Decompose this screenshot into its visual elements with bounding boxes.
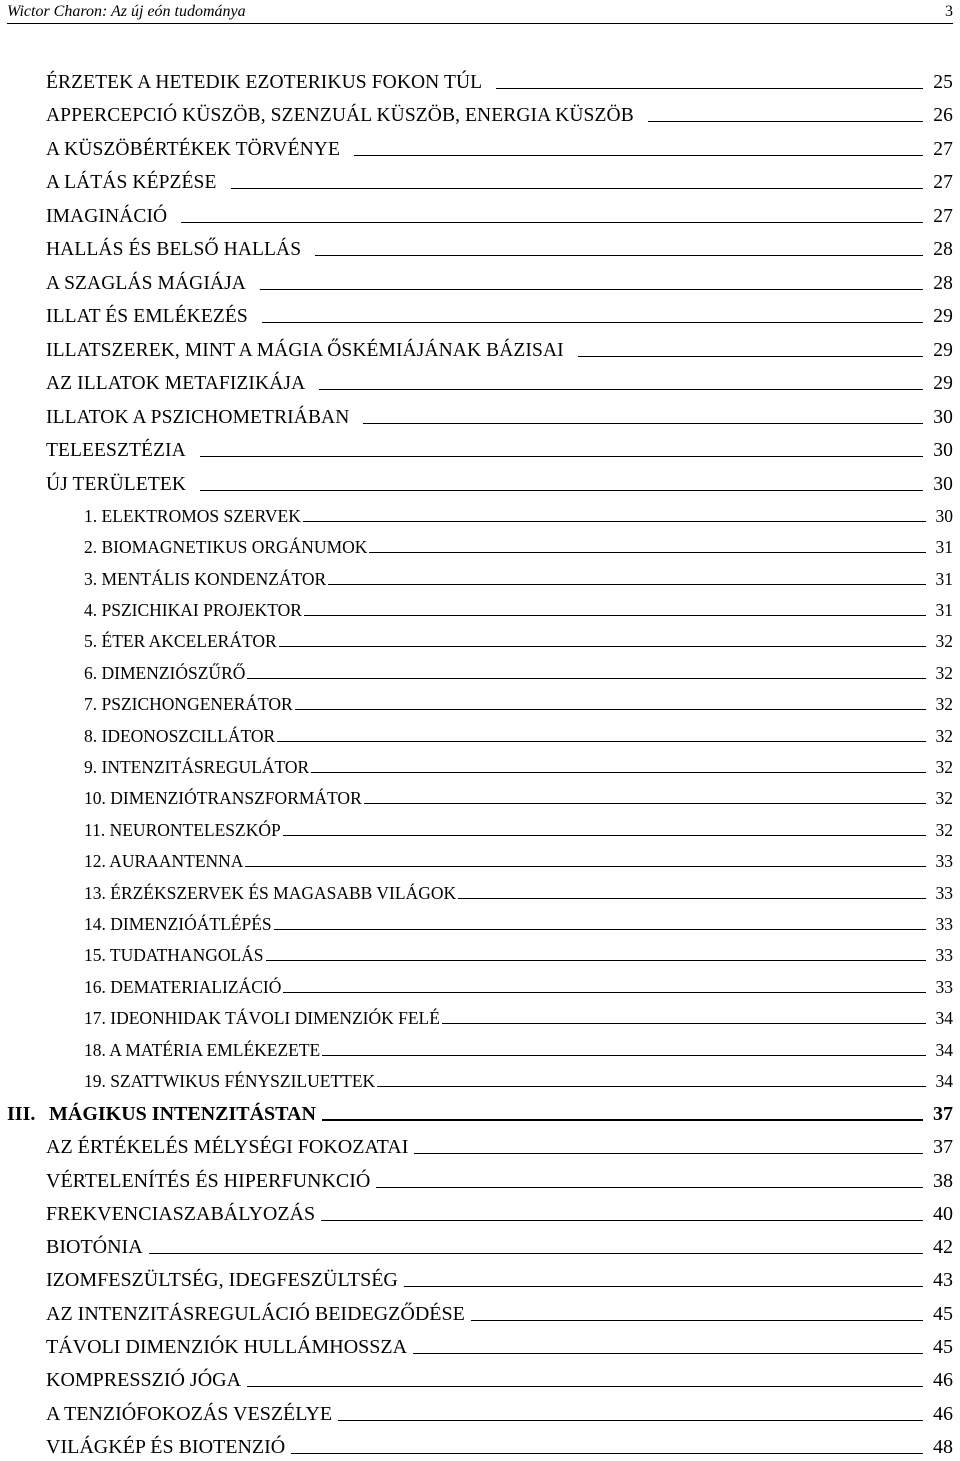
toc-entry-page: 29: [933, 373, 953, 394]
toc-entry-page: 37: [933, 1102, 953, 1125]
toc-entry-title: 11. NEURONTELESZKÓP: [84, 819, 281, 840]
toc-entry[interactable]: [0, 395, 960, 429]
toc-entry[interactable]: [0, 1392, 960, 1425]
toc-entry-page: 27: [933, 172, 953, 193]
leader-line: [315, 255, 923, 256]
toc-entry[interactable]: [0, 1426, 960, 1459]
toc-entry-title: APPERCEPCIÓ KÜSZÖB, SZENZUÁL KÜSZÖB, ENERGIA KÜSZÖB: [46, 105, 634, 126]
toc-subentry[interactable]: [0, 747, 960, 778]
toc-entry-title: 16. DEMATERIALIZÁCIÓ: [84, 976, 282, 997]
toc-entry[interactable]: [0, 328, 960, 362]
toc-entry-page: 27: [933, 205, 953, 227]
leader-line: [364, 803, 926, 804]
leader-line: [260, 289, 923, 290]
toc-entry-title: 19. SZATTWIKUS FÉNYSZILUETTEK: [84, 1070, 376, 1091]
leader-line: [414, 1153, 923, 1154]
toc-entry-title: IZOMFESZÜLTSÉG, IDEGFESZÜLTSÉG: [46, 1269, 398, 1292]
leader-line: [319, 389, 923, 390]
leader-line: [295, 709, 926, 710]
toc-entry-page: 33: [935, 945, 953, 966]
leader-line: [283, 992, 925, 993]
toc-entry-page: 46: [933, 1369, 953, 1392]
book-title: Wictor Charon: Az új eón tudománya: [7, 3, 246, 20]
toc-entry-title: 3. MENTÁLIS KONDENZÁTOR: [84, 568, 327, 589]
toc-entry-page: 27: [933, 138, 953, 160]
toc-subentry[interactable]: [0, 527, 960, 558]
toc-entry[interactable]: [0, 1292, 960, 1325]
leader-line: [291, 1453, 923, 1454]
toc-entry-title: 15. TUDATHANGOLÁS: [84, 945, 264, 966]
toc-entry-title: ILLATSZEREK, MINT A MÁGIA ŐSKÉMIÁJÁNAK BÁZISAI: [46, 339, 564, 361]
toc-entry-page: 32: [935, 819, 953, 840]
toc-entry-title: TELEESZTÉZIA: [46, 440, 186, 461]
chapter-title: MÁGIKUS INTENZITÁSTAN: [49, 1102, 316, 1125]
toc-entry-title: A SZAGLÁS MÁGIÁJA: [46, 272, 246, 294]
toc-entry[interactable]: [0, 60, 960, 94]
toc-entry-page: 31: [935, 568, 953, 589]
toc-entry-title: 8. IDEONOSZCILLÁTOR: [84, 725, 276, 746]
toc-entry-title: KOMPRESSZIÓ JÓGA: [46, 1369, 242, 1392]
toc-entry-title: VÉRTELENÍTÉS ÉS HIPERFUNKCIÓ: [46, 1169, 371, 1192]
leader-line: [262, 322, 923, 323]
toc-entry-title: VILÁGKÉP ÉS BIOTENZIÓ: [46, 1435, 286, 1458]
leader-line: [377, 1086, 925, 1087]
toc-entry-page: 32: [935, 631, 953, 652]
leader-line: [322, 1119, 923, 1121]
toc-entry[interactable]: [0, 462, 960, 496]
toc-entry[interactable]: [0, 261, 960, 295]
toc-entry[interactable]: [0, 194, 960, 228]
toc-subentry[interactable]: [0, 652, 960, 683]
leader-line: [283, 835, 926, 836]
leader-line: [413, 1353, 923, 1354]
toc-entry-page: 33: [935, 851, 953, 872]
toc-entry-page: 30: [933, 440, 953, 461]
leader-line: [354, 155, 923, 156]
toc-entry-title: ILLATOK A PSZICHOMETRIÁBAN: [46, 406, 350, 428]
toc-entry-page: 32: [935, 725, 953, 746]
toc-entry-page: 43: [933, 1269, 953, 1292]
toc-entry-title: 17. IDEONHIDAK TÁVOLI DIMENZIÓK FELÉ: [84, 1008, 440, 1029]
toc-entry-title: 18. A MATÉRIA EMLÉKEZETE: [84, 1039, 321, 1060]
leader-line: [200, 456, 923, 457]
toc-entry-title: ÚJ TERÜLETEK: [46, 473, 187, 495]
toc-entry-page: 26: [933, 105, 953, 126]
toc-entry-page: 31: [935, 600, 953, 621]
toc-entry-title: 4. PSZICHIKAI PROJEKTOR: [84, 600, 302, 621]
toc-entry-page: 32: [935, 788, 953, 809]
toc-entry[interactable]: [0, 161, 960, 195]
leader-line: [322, 1055, 925, 1056]
toc-entry[interactable]: [0, 228, 960, 262]
leader-line: [338, 1420, 923, 1421]
toc-entry-title: ÉRZETEK A HETEDIK EZOTERIKUS FOKON TÚL: [46, 71, 483, 93]
toc-entry-page: 38: [933, 1169, 953, 1192]
toc-entry-page: 28: [933, 239, 953, 260]
leader-line: [277, 741, 925, 742]
toc-entry-page: 34: [935, 1070, 953, 1091]
table-of-contents: [0, 60, 960, 1459]
toc-entry-title: 5. ÉTER AKCELERÁTOR: [84, 631, 277, 652]
toc-entry[interactable]: [0, 1259, 960, 1292]
toc-subentry[interactable]: [0, 684, 960, 715]
toc-entry-page: 45: [933, 1302, 953, 1325]
toc-entry-title: 10. DIMENZIÓTRANSZFORMÁTOR: [84, 788, 362, 809]
toc-subentry[interactable]: [0, 1061, 960, 1092]
leader-line: [363, 423, 923, 424]
leader-line: [149, 1253, 923, 1254]
leader-line: [200, 490, 923, 491]
toc-entry-page: 30: [933, 406, 953, 428]
toc-subentry[interactable]: [0, 1029, 960, 1060]
toc-entry-title: 9. INTENZITÁSREGULÁTOR: [84, 757, 310, 778]
leader-line: [279, 646, 926, 647]
toc-entry-page: 32: [935, 757, 953, 778]
leader-line: [245, 866, 925, 867]
leader-line: [404, 1286, 923, 1287]
leader-line: [496, 88, 923, 89]
leader-line: [442, 1023, 926, 1024]
toc-entry-title: BIOTÓNIA: [46, 1236, 143, 1259]
toc-entry-page: 28: [933, 272, 953, 294]
toc-entry[interactable]: [0, 1126, 960, 1159]
running-header: [7, 0, 953, 24]
toc-entry-page: 30: [935, 505, 953, 526]
toc-entry-page: 40: [933, 1202, 953, 1225]
toc-entry[interactable]: [0, 1159, 960, 1192]
toc-subentry[interactable]: [0, 590, 960, 621]
leader-line: [266, 960, 926, 961]
toc-entry-page: 46: [933, 1402, 953, 1425]
toc-entry-title: 7. PSZICHONGENERÁTOR: [84, 694, 293, 715]
toc-entry[interactable]: [0, 295, 960, 329]
toc-subentry[interactable]: [0, 872, 960, 903]
leader-line: [328, 584, 925, 585]
toc-entry[interactable]: [0, 429, 960, 463]
toc-subentry[interactable]: [0, 778, 960, 809]
toc-subentry[interactable]: [0, 621, 960, 652]
leader-line: [311, 772, 925, 773]
toc-entry-title: A TENZIÓFOKOZÁS VESZÉLYE: [46, 1402, 333, 1425]
leader-line: [231, 188, 924, 189]
toc-entry-title: 12. AURAANTENNA: [84, 851, 244, 872]
toc-entry-title: A KÜSZÖBÉRTÉKEK TÖRVÉNYE: [46, 138, 340, 160]
toc-entry-page: 32: [935, 662, 953, 683]
toc-entry-title: FREKVENCIASZABÁLYOZÁS: [46, 1202, 316, 1225]
toc-entry[interactable]: [0, 1359, 960, 1392]
toc-entry-page: 33: [935, 913, 953, 934]
page-number: 3: [945, 3, 953, 20]
toc-entry[interactable]: [0, 1226, 960, 1259]
toc-entry-title: ILLAT ÉS EMLÉKEZÉS: [46, 306, 248, 327]
leader-line: [303, 521, 926, 522]
toc-subentry[interactable]: [0, 935, 960, 966]
toc-entry-title: HALLÁS ÉS BELSŐ HALLÁS: [46, 239, 302, 260]
toc-chapter[interactable]: [0, 1092, 960, 1126]
toc-entry-page: 42: [933, 1236, 953, 1259]
toc-subentry[interactable]: [0, 715, 960, 746]
toc-entry-title: 1. ELEKTROMOS SZERVEK: [84, 505, 301, 526]
toc-entry-page: 33: [935, 882, 953, 903]
toc-entry-title: 13. ÉRZÉKSZERVEK ÉS MAGASABB VILÁGOK: [84, 882, 457, 903]
toc-entry-page: 45: [933, 1336, 953, 1358]
toc-entry-page: 33: [935, 976, 953, 997]
toc-subentry[interactable]: [0, 841, 960, 872]
toc-subentry[interactable]: [0, 558, 960, 589]
toc-entry-page: 32: [935, 694, 953, 715]
toc-entry[interactable]: [0, 362, 960, 396]
toc-entry-title: IMAGINÁCIÓ: [46, 205, 168, 227]
leader-line: [247, 1386, 923, 1387]
toc-entry[interactable]: [0, 127, 960, 161]
toc-entry-page: 29: [933, 306, 953, 327]
toc-entry-title: 6. DIMENZIÓSZŰRŐ: [84, 662, 246, 683]
leader-line: [471, 1320, 923, 1321]
toc-subentry[interactable]: [0, 998, 960, 1029]
leader-line: [304, 615, 926, 616]
leader-line: [321, 1220, 923, 1221]
toc-entry-title: A LÁTÁS KÉPZÉSE: [46, 172, 217, 193]
toc-entry-title: TÁVOLI DIMENZIÓK HULLÁMHOSSZA: [46, 1336, 408, 1358]
leader-line: [247, 678, 925, 679]
toc-entry-page: 48: [933, 1435, 953, 1458]
chapter-number: III.: [7, 1102, 36, 1125]
toc-entry[interactable]: [0, 1326, 960, 1359]
toc-entry-title: 14. DIMENZIÓÁTLÉPÉS: [84, 913, 272, 934]
toc-entry-title: 2. BIOMAGNETIKUS ORGÁNUMOK: [84, 537, 368, 558]
toc-entry-page: 34: [935, 1039, 953, 1060]
toc-entry-page: 34: [935, 1008, 953, 1029]
toc-subentry[interactable]: [0, 904, 960, 935]
leader-line: [376, 1187, 923, 1188]
toc-entry-title: AZ ÉRTÉKELÉS MÉLYSÉGI FOKOZATAI: [46, 1136, 409, 1159]
toc-entry-page: 37: [933, 1136, 953, 1159]
toc-entry[interactable]: [0, 1193, 960, 1226]
toc-subentry[interactable]: [0, 496, 960, 527]
toc-entry-page: 30: [933, 473, 953, 495]
toc-entry-page: 29: [933, 339, 953, 361]
leader-line: [274, 929, 926, 930]
toc-entry[interactable]: [0, 94, 960, 128]
leader-line: [578, 356, 924, 357]
toc-subentry[interactable]: [0, 809, 960, 840]
toc-subentry[interactable]: [0, 966, 960, 997]
leader-line: [458, 898, 925, 899]
leader-line: [369, 552, 925, 553]
toc-entry-title: AZ INTENZITÁSREGULÁCIÓ BEIDEGZŐDÉSE: [46, 1302, 465, 1325]
toc-entry-page: 31: [935, 537, 953, 558]
leader-line: [648, 121, 924, 122]
toc-entry-title: AZ ILLATOK METAFIZIKÁJA: [46, 373, 306, 394]
toc-entry-page: 25: [933, 71, 953, 93]
leader-line: [181, 222, 923, 223]
